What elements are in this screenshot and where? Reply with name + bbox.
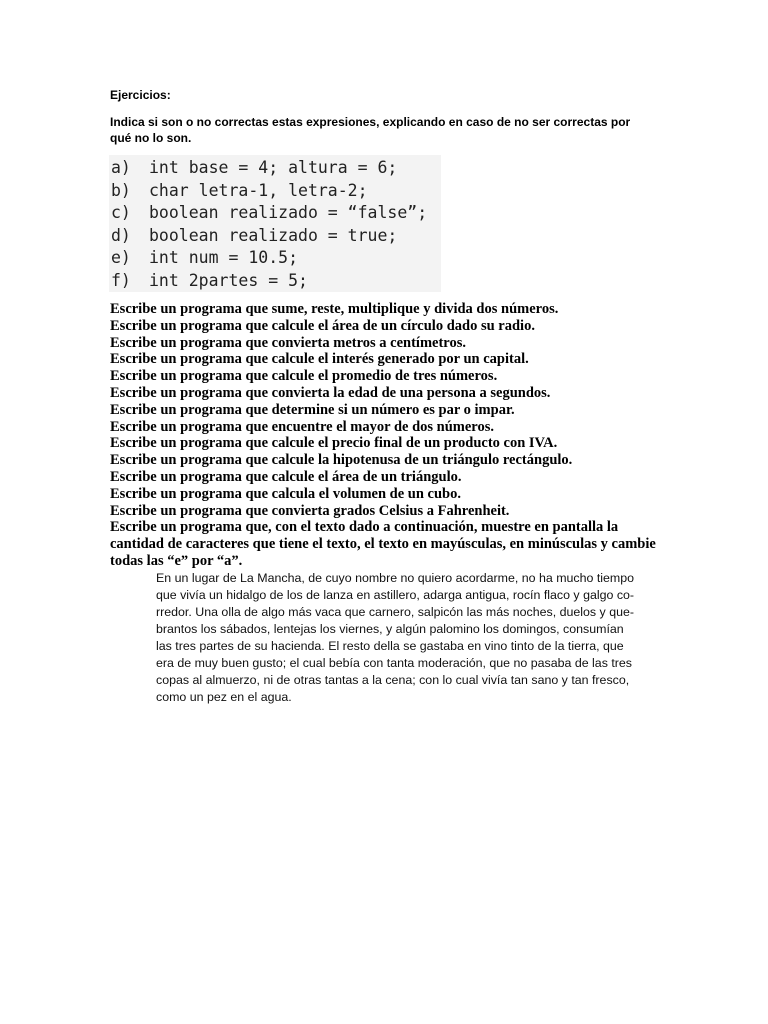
code-line-b [111,180,368,202]
task-item: Escribe un programa que calcule el área de un triángulo. [110,468,462,485]
task-item: Escribe un programa que calcule el interés generado por un capital. [110,351,529,368]
code-text: boolean realizado = true; [149,225,398,245]
code-line-f [111,270,308,292]
quote-line: las tres partes de su hacienda. El resto della se gastaba en vino tinto de la tierra, que [156,639,624,653]
code-tag: d) [111,225,131,245]
code-tag: a) [111,158,131,177]
code-text: int num = 10.5; [149,248,299,267]
task-item: Escribe un programa que calcule el promedio de tres números. [110,368,498,385]
code-text: int base = 4; altura = 6; [149,158,398,177]
task-item: Escribe un programa que calcule la hipotenusa de un triángulo rectángulo. [110,452,573,469]
quoted-text-block [156,570,656,706]
code-line-e [111,247,298,269]
code-line-c [111,202,427,224]
task-item: Escribe un programa que, con el texto dado a continuación, muestre en pantalla la cantidad de caracteres que tiene el texto, el texto en mayúsculas, en minúsculas y cambie todas las “e” por “a”. [110,519,656,569]
task-item: Escribe un programa que convierta metros a centímetros. [110,334,467,351]
task-item: Escribe un programa que convierta la edad de una persona a segundos. [110,384,551,401]
code-tag: b) [111,180,131,200]
code-tag: f) [111,270,131,290]
task-list [110,301,660,570]
task-item: Escribe un programa que determine si un número es par o impar. [110,401,515,418]
code-text: char letra-1, letra-2; [149,180,368,200]
quote-line: copas al almuerzo, ni de otras tantas a la cena; con lo cual vivía tan sano y tan fresco, [156,673,630,687]
code-text: int 2partes = 5; [149,270,308,290]
instruction-text: Indica si son o no correctas estas expresiones, explicando en caso de no ser correctas por qué no lo son. [110,115,631,145]
exercises-heading: Ejercicios: [110,88,171,102]
code-snippet-box [109,155,441,292]
code-line-d [111,225,397,247]
task-item: Escribe un programa que encuentre el mayor de dos números. [110,418,494,435]
quote-line: como un pez en el agua. [156,690,292,704]
code-line-a [111,157,397,179]
quote-line: rredor. Una olla de algo más vaca que carnero, salpicón las más noches, duelos y que- [156,605,634,619]
code-tag: c) [111,203,131,222]
task-item: Escribe un programa que calcule el área de un círculo dado su radio. [110,317,535,334]
quote-line: brantos los sábados, lentejas los viernes, y algún palomino los domingos, consumían [156,622,624,636]
task-item: Escribe un programa que sume, reste, multiplique y divida dos números. [110,301,559,317]
task-item: Escribe un programa que calcule el precio final de un producto con IVA. [110,435,558,452]
task-item: Escribe un programa que calcula el volumen de un cubo. [110,485,461,502]
code-text: boolean realizado = “false”; [149,203,428,222]
quote-line: era de muy buen gusto; el cual bebía con tanta moderación, que no pasaba de las tres [156,656,632,670]
quote-line: En un lugar de La Mancha, de cuyo nombre no quiero acordarme, no ha mucho tiempo [156,571,635,585]
quote-line: que vivía un hidalgo de los de lanza en astillero, adarga antigua, rocín flaco y galgo co- [156,588,635,602]
code-tag: e) [111,248,131,267]
task-item: Escribe un programa que convierta grados Celsius a Fahrenheit. [110,502,510,519]
